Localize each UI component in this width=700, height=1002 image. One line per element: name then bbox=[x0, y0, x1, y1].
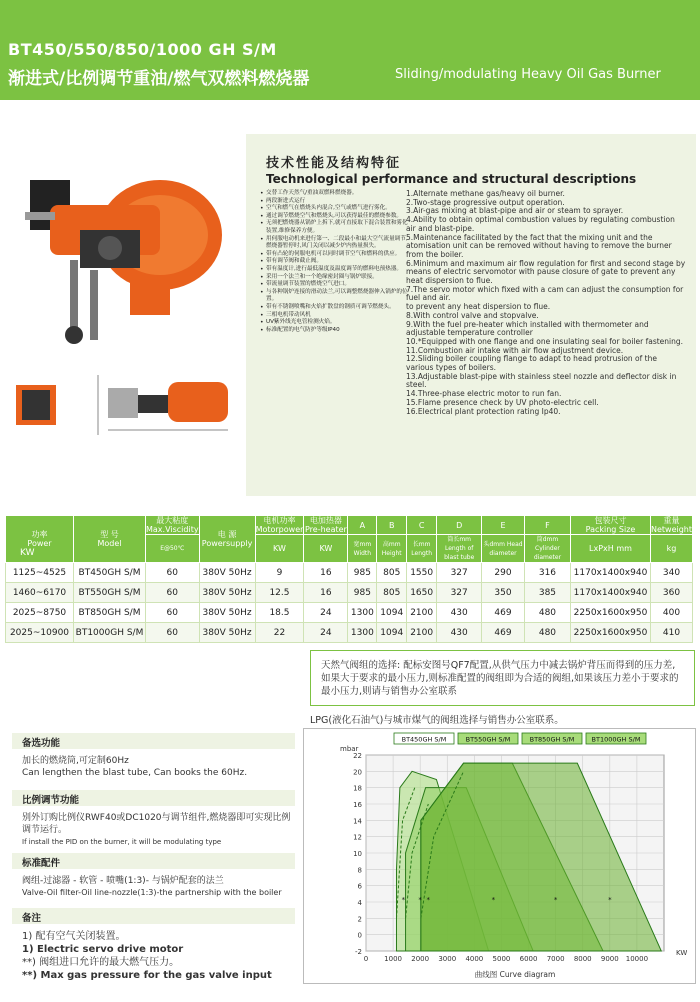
list-item: • 三相电机带动风机 bbox=[260, 312, 410, 320]
list-item: • 带有不锈钢喷嘴和火焰扩散盘的钢质可调节燃烧头。 bbox=[260, 304, 410, 312]
table-row bbox=[6, 603, 693, 623]
list-item: 7.The servo motor which fixed with a cam can adjust the consumption for fuel and air. bbox=[406, 284, 684, 303]
optional-body bbox=[22, 755, 292, 779]
marker-star: * bbox=[418, 896, 422, 904]
marker-star: * bbox=[426, 896, 431, 904]
th-pack-en: Packing Size bbox=[585, 525, 636, 534]
x-tick-label: 1000 bbox=[384, 955, 403, 963]
table-cell: 16 bbox=[304, 583, 348, 603]
th-f: F bbox=[524, 516, 570, 535]
table-cell: 380V 50Hz bbox=[199, 603, 255, 623]
table-cell: 18.5 bbox=[255, 603, 304, 623]
legend-label: BT850GH S/M bbox=[529, 735, 575, 744]
curve-chart bbox=[304, 729, 697, 985]
th-model-cn: 型 号 bbox=[100, 530, 119, 539]
table-cell: 985 bbox=[348, 563, 377, 583]
list-item: • 两段渐进式运行 bbox=[260, 198, 410, 206]
header-banner bbox=[0, 0, 700, 100]
list-item: 16.Electrical plant protection rating Ip40. bbox=[406, 406, 561, 416]
list-item: • 无须把燃烧器从锅炉上拆下,就可直接取下混合装置和雾化装置,维修保养方便。 bbox=[260, 220, 410, 235]
list-item: • 用伺服电动机来进行第一、二段最小和最大空气流量调节,燃烧器暂停时,风门关闭以减少炉内热量损失。 bbox=[260, 236, 410, 251]
std-en: Valve-Oil filter-Oil line-nozzle(1:3)-the partnership with the boiler bbox=[22, 888, 282, 897]
th-e: E bbox=[482, 516, 525, 535]
optional-cn: 加长的燃烧筒,可定制60Hz bbox=[22, 756, 129, 766]
x-tick-label: 3000 bbox=[438, 955, 457, 963]
curve-diagram bbox=[303, 728, 696, 984]
table-cell: 1460~6170 bbox=[6, 583, 74, 603]
th-e-sub: 头dmm Head diameter bbox=[482, 535, 525, 563]
dimension-drawing bbox=[8, 370, 240, 440]
th-power-cn: 功率 bbox=[31, 530, 48, 539]
table-cell: 60 bbox=[146, 623, 200, 643]
marker-star: * bbox=[401, 896, 406, 904]
table-cell: 430 bbox=[437, 603, 482, 623]
table-cell: 380V 50Hz bbox=[199, 623, 255, 643]
std-cn: 阀组-过滤器 - 软管 - 喷嘴(1:3)- 与锅炉配套的法兰 bbox=[22, 876, 224, 886]
y-tick-label: 10 bbox=[353, 850, 362, 858]
marker-star: * bbox=[553, 896, 558, 904]
spec-heading-cn: 技术性能及结构特征 bbox=[266, 156, 402, 171]
y-tick-label: 6 bbox=[357, 882, 362, 891]
table-row bbox=[6, 623, 693, 643]
y-tick-label: -2 bbox=[355, 948, 362, 956]
th-ps-cn: 电 源 bbox=[217, 530, 237, 539]
list-item: • 交替工作天然气/重油双燃料燃烧器。 bbox=[260, 190, 410, 198]
table-cell: 2250x1600x950 bbox=[570, 603, 650, 623]
list-item: • 采用一个法兰和一个绝缘密封圈与锅炉联接。 bbox=[260, 274, 410, 282]
th-ps-en: Powersupply bbox=[201, 539, 253, 548]
table-cell: 385 bbox=[524, 583, 570, 603]
table-row bbox=[6, 583, 693, 603]
table-cell: 480 bbox=[524, 603, 570, 623]
list-item: • 标准配置的电气防护等级IP40 bbox=[260, 327, 410, 335]
table-cell: 340 bbox=[650, 563, 692, 583]
th-visc-unit: E@50℃ bbox=[146, 535, 200, 563]
table-cell: 60 bbox=[146, 583, 200, 603]
table-cell: 985 bbox=[348, 583, 377, 603]
table-cell: 2100 bbox=[407, 623, 437, 643]
marker-star: * bbox=[608, 896, 612, 904]
th-pack-cn: 包装尺寸 bbox=[594, 516, 627, 525]
table-cell: 290 bbox=[482, 563, 525, 583]
table-cell: 2250x1600x950 bbox=[570, 623, 650, 643]
note1-en: 1) Electric servo drive motor bbox=[22, 944, 184, 955]
th-visc-en: Max.Viscidity bbox=[146, 525, 199, 534]
notes-body bbox=[22, 930, 292, 982]
th-visc-cn: 最大粘度 bbox=[156, 516, 189, 525]
table-cell: 1550 bbox=[407, 563, 437, 583]
proportional-body bbox=[22, 812, 292, 848]
x-tick-label: 10000 bbox=[625, 955, 649, 963]
list-item: 11.Combustion air intake with air flow adjustment device. bbox=[406, 345, 624, 355]
table-cell: 1170x1400x940 bbox=[570, 583, 650, 603]
list-item: • 通过调节燃烧空气和燃烧头,可以获得最佳的燃烧参数。 bbox=[260, 213, 410, 221]
table-cell: 1094 bbox=[377, 623, 407, 643]
th-heater-cn: 电加热器 bbox=[309, 516, 342, 525]
th-model-en: Model bbox=[97, 539, 122, 548]
table-cell: 805 bbox=[377, 563, 407, 583]
x-tick-label: 0 bbox=[363, 955, 369, 963]
note2-en: **) Max gas pressure for the gas valve input bbox=[22, 970, 272, 981]
y-tick-label: 0 bbox=[357, 931, 362, 940]
standard-body bbox=[22, 875, 292, 899]
y-tick-label: 22 bbox=[353, 752, 362, 760]
section-proportional: 比例调节功能 bbox=[12, 790, 295, 806]
table-cell: 16 bbox=[304, 563, 348, 583]
table-cell: 2025~10900 bbox=[6, 623, 74, 643]
th-weight-cn: 重量 bbox=[663, 516, 680, 525]
table-cell: 1650 bbox=[407, 583, 437, 603]
y-tick-label: 20 bbox=[353, 768, 362, 777]
model-title: BT450/550/850/1000 GH S/M bbox=[8, 40, 277, 59]
table-cell: 60 bbox=[146, 563, 200, 583]
y-tick-label: 8 bbox=[357, 866, 362, 875]
th-heater-unit: KW bbox=[304, 535, 348, 563]
spec-heading-en: Technological performance and structural descriptions bbox=[266, 172, 637, 186]
table-cell: 430 bbox=[437, 623, 482, 643]
th-d: D bbox=[437, 516, 482, 535]
lpg-note: LPG(液化石油气)与城市煤气的阀组选择与销售办公室联系。 bbox=[310, 715, 564, 726]
y-tick-label: 18 bbox=[353, 784, 362, 793]
th-power-en: Power bbox=[27, 539, 52, 548]
chart-title: 曲线图 Curve diagram bbox=[474, 970, 556, 979]
spec-list-cn bbox=[260, 190, 410, 334]
title-english: Sliding/modulating Heavy Oil Gas Burner bbox=[395, 67, 661, 82]
gas-valve-note: 天然气阀组的选择: 配标安图号QF7配置,从供气压力中减去锅炉背压而得到的压力差,如果大于要求的最小压力,则标准配置的阀组即为合适的阀组,如果该压力差小于要求的最小压力,则请与销售办公室联系 bbox=[310, 650, 695, 706]
th-b-sub: 高mm Height bbox=[377, 535, 407, 563]
list-item: • 与各种锅炉连接的滑动法兰,可以调整燃烧器伸入锅炉的位置。 bbox=[260, 289, 410, 304]
table-cell: 360 bbox=[650, 583, 692, 603]
table-cell: 1300 bbox=[348, 603, 377, 623]
list-item: 13.Adjustable blast-pipe with stainless steel nozzle and deflector disk in steel. bbox=[406, 371, 677, 390]
list-item: 3.Air-gas mixing at blast-pipe and air or steam to sprayer. bbox=[406, 206, 624, 216]
y-tick-label: 16 bbox=[353, 801, 362, 809]
table-cell: 805 bbox=[377, 583, 407, 603]
list-item: • 带有温度计,进行最低温度及温度调节的燃料电预热器。 bbox=[260, 266, 410, 274]
table-cell: 380V 50Hz bbox=[199, 563, 255, 583]
th-heater-en: Pre-heater bbox=[304, 525, 347, 534]
legend-label: BT550GH S/M bbox=[465, 735, 511, 744]
table-cell: 327 bbox=[437, 563, 482, 583]
prop-en: If install the PID on the burner, it will be modulating type bbox=[22, 838, 222, 846]
note2-cn: **) 阀组进口允许的最大燃气压力。 bbox=[22, 957, 180, 968]
table-cell: 1300 bbox=[348, 623, 377, 643]
list-item: 5.Maintenance facilitated by the fact that the mixing unit and the atomisation unit can be removed without having to remove the burner from the boiler. bbox=[406, 232, 672, 259]
th-motor-en: Motorpower bbox=[255, 525, 304, 534]
spec-table bbox=[5, 515, 693, 643]
section-optional: 备选功能 bbox=[12, 733, 295, 749]
table-cell: BT1000GH S/M bbox=[74, 623, 146, 643]
table-cell: BT550GH S/M bbox=[74, 583, 146, 603]
list-item: 6.Minimum and maximum air flow regulation for first and second stage by means of electric servomotor with pause closure of gate to prevent any heat dispersion to flue. bbox=[406, 258, 686, 286]
list-item: 8.With control valve and stopvalve. bbox=[406, 310, 539, 320]
spec-list-en bbox=[406, 190, 686, 416]
table-cell: 1125~4525 bbox=[6, 563, 74, 583]
table-cell: BT450GH S/M bbox=[74, 563, 146, 583]
table-cell: 350 bbox=[482, 583, 525, 603]
x-tick-label: 7000 bbox=[546, 955, 565, 963]
table-cell: 469 bbox=[482, 603, 525, 623]
th-pack-unit: LxPxH mm bbox=[570, 535, 650, 563]
th-weight-unit: kg bbox=[650, 535, 692, 563]
table-cell: 469 bbox=[482, 623, 525, 643]
list-item: 14.Three-phase electric motor to run fan. bbox=[406, 389, 562, 399]
list-item: 12.Sliding boiler coupling flange to adapt to head protrusion of the various types of boilers. bbox=[406, 354, 657, 373]
th-c: C bbox=[407, 516, 437, 535]
x-axis-label: KW bbox=[676, 949, 688, 957]
y-tick-label: 14 bbox=[353, 817, 362, 826]
th-motor-cn: 电机功率 bbox=[263, 516, 296, 525]
list-item: • 带有调节阀和截止阀。 bbox=[260, 258, 410, 266]
burner-photo bbox=[10, 150, 242, 360]
x-tick-label: 4000 bbox=[465, 955, 484, 963]
title-chinese: 渐进式/比例调节重油/燃气双燃料燃烧器 bbox=[8, 69, 310, 89]
list-item: 9.With the fuel pre-heater which installed with thermometer and adjustable temperature controller bbox=[406, 319, 649, 338]
x-tick-label: 6000 bbox=[519, 955, 538, 963]
legend-label: BT450GH S/M bbox=[401, 735, 447, 744]
table-cell: 1094 bbox=[377, 603, 407, 623]
table-cell: 12.5 bbox=[255, 583, 304, 603]
th-a-sub: 宽mm Width bbox=[348, 535, 377, 563]
y-axis-label: mbar bbox=[340, 745, 359, 753]
section-standard: 标准配件 bbox=[12, 853, 295, 869]
list-item: • 空气和燃气在燃烧头内混合,空气或燃气进行雾化。 bbox=[260, 205, 410, 213]
table-cell: 480 bbox=[524, 623, 570, 643]
table-cell: 327 bbox=[437, 583, 482, 603]
table-cell: 9 bbox=[255, 563, 304, 583]
x-tick-label: 9000 bbox=[600, 955, 619, 963]
power-unit-label: KW bbox=[20, 548, 35, 558]
note1-cn: 1) 配有空气关闭装置。 bbox=[22, 931, 126, 942]
list-item: 2.Two-stage progressive output operation. bbox=[406, 197, 565, 207]
th-f-sub: 筒dmm Cylinder diameter bbox=[524, 535, 570, 563]
x-tick-label: 5000 bbox=[492, 955, 511, 963]
th-a: A bbox=[348, 516, 377, 535]
list-item: • 带流量调节装置的燃烧空气进口。 bbox=[260, 281, 410, 289]
spec-panel bbox=[246, 134, 696, 496]
y-tick-label: 2 bbox=[357, 915, 362, 924]
table-cell: 24 bbox=[304, 603, 348, 623]
prop-cn: 别外订购比例仪RWF40或DC1020与调节组件,燃烧器即可实现比例调节运行。 bbox=[22, 813, 291, 835]
list-item: • 带有凸轮的伺服电机可以同时调节空气和燃料的供应。 bbox=[260, 251, 410, 259]
list-item: 1.Alternate methane gas/heavy oil burner. bbox=[406, 189, 565, 198]
table-cell: 400 bbox=[650, 603, 692, 623]
th-motor-unit: KW bbox=[255, 535, 304, 563]
table-cell: 60 bbox=[146, 603, 200, 623]
list-item: • UV紫外线光电管检测火焰。 bbox=[260, 319, 410, 327]
table-row bbox=[6, 563, 693, 583]
table-cell: 316 bbox=[524, 563, 570, 583]
list-item: 4.Ability to obtain optimal combustion values by regulating combustion air and blast-pipe. bbox=[406, 215, 675, 233]
marker-star: * bbox=[491, 896, 496, 904]
table-cell: 24 bbox=[304, 623, 348, 643]
y-tick-label: 4 bbox=[357, 899, 362, 907]
th-b: B bbox=[377, 516, 407, 535]
section-notes: 备注 bbox=[12, 908, 295, 924]
th-weight-en: Netweight bbox=[650, 525, 692, 534]
table-cell: 1170x1400x940 bbox=[570, 563, 650, 583]
list-item: 10.*Equipped with one flange and one insulating seal for boiler fastening. bbox=[406, 336, 684, 346]
legend-label: BT1000GH S/M bbox=[591, 735, 641, 744]
y-tick-label: 12 bbox=[353, 833, 362, 842]
optional-en: Can lengthen the blast tube, Can books the 60Hz. bbox=[22, 768, 248, 778]
table-cell: 2025~8750 bbox=[6, 603, 74, 623]
th-c-sub: 长mm Length bbox=[407, 535, 437, 563]
table-cell: 2100 bbox=[407, 603, 437, 623]
table-cell: 22 bbox=[255, 623, 304, 643]
x-tick-label: 2000 bbox=[411, 955, 430, 963]
table-cell: 410 bbox=[650, 623, 692, 643]
table-cell: BT850GH S/M bbox=[74, 603, 146, 623]
x-tick-label: 8000 bbox=[573, 955, 592, 963]
list-item: 15.Flame presence check by UV photo-electric cell. bbox=[406, 397, 599, 407]
th-d-sub: 筒长mm Length of blast tube bbox=[437, 535, 482, 563]
table-cell: 380V 50Hz bbox=[199, 583, 255, 603]
list-item: to prevent any heat dispersion to flue. bbox=[406, 302, 551, 312]
